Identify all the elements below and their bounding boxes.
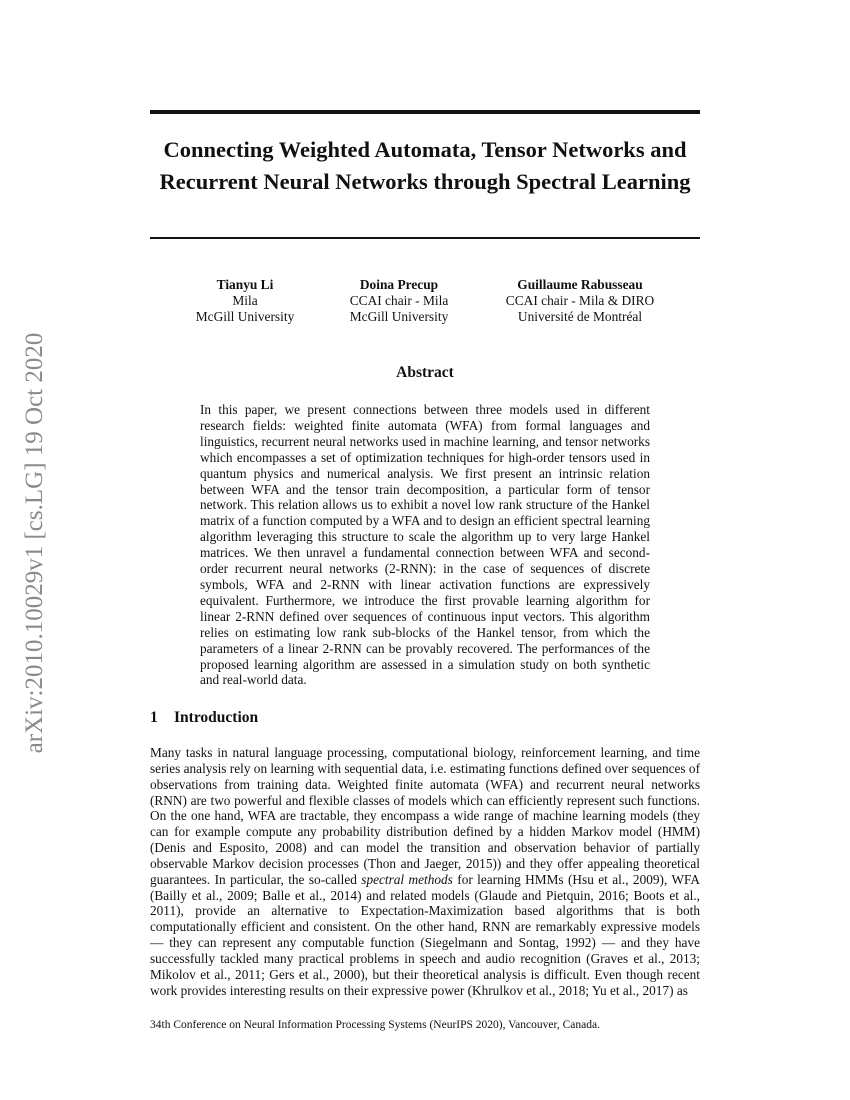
author-affiliation: CCAI chair - Mila: [349, 293, 449, 308]
title-top-rule: [150, 110, 700, 114]
paper-title: Connecting Weighted Automata, Tensor Networks and Recurrent Neural Networks through Spectral Learning: [159, 137, 691, 194]
section-title: Introduction: [174, 709, 259, 726]
intro-text-part1: Many tasks in natural language processing, computational biology, reinforcement learning, and time series analysis rely on learning with sequential data, i.e. estimating functions defined over sequences of observations from training data. Weighted finite automata (WFA) and recurrent neural networks (RNN) are two powerful and flexible classes of models which can efficiently represent such functions. On the one hand, WFA are tractable, they encompass a wide range of machine learning models (they can for example compute any probability distribution defined by a hidden Markov model (HMM) (Denis and Esposito, 2008) and can model the transition and observation behavior of partially observable Markov decision processes (Thon and Jaeger, 2015)) and they offer appealing theoretical guarantees. In particular, the so-called: [150, 745, 700, 887]
author-guillaume-rabusseau: [506, 277, 654, 325]
intro-text-part2: for learning HMMs (Hsu et al., 2009), WFA (Bailly et al., 2009; Balle et al., 2014) and related models (Glaude and Pietquin, 2016; Boots et al., 2011), provide an alternative to Expectation-Maximization based algorithms that is both computationally efficient and consistent. On the other hand, RNN are remarkably expressive models — they can represent any computable function (Siegelmann and Sontag, 1992) — and they have successfully tackled many practical problems in speech and audio recognition (Graves et al., 2013; Mikolov et al., 2011; Gers et al., 2000), but their theoretical analysis is difficult. Even though recent work provides interesting results on their expressive power (Khrulkov et al., 2018; Yu et al., 2017) as: [150, 871, 701, 998]
author-doina-precup: [350, 277, 449, 325]
arxiv-stamp: arXiv:2010.10029v1 [cs.LG] 19 Oct 2020: [21, 332, 48, 754]
author-affiliation: McGill University: [349, 309, 449, 324]
section-number: 1: [150, 709, 158, 726]
author-name: Tianyu Li: [216, 277, 274, 292]
abstract-heading: Abstract: [396, 364, 454, 381]
title-bottom-rule: [150, 237, 700, 239]
introduction-text: [150, 745, 700, 999]
author-affiliation: CCAI chair - Mila & DIRO: [505, 293, 655, 308]
intro-emphasis: spectral methods: [361, 871, 453, 887]
author-affiliation: McGill University: [195, 309, 295, 324]
author-tianyu-li: [196, 277, 295, 325]
author-affiliation: Mila: [232, 293, 258, 308]
conference-footnote: 34th Conference on Neural Information Processing Systems (NeurIPS 2020), Vancouver, Canada.: [150, 1019, 600, 1031]
author-name: Guillaume Rabusseau: [517, 277, 643, 292]
author-affiliation: Université de Montréal: [517, 309, 643, 324]
author-name: Doina Precup: [359, 277, 439, 292]
section-heading-introduction: [150, 708, 700, 728]
abstract-text: In this paper, we present connections between three models used in different research fields: weighted finite automata (WFA) from formal languages and linguistics, recurrent neural networks used in machine learning, and tensor networks which encompasses a set of optimization techniques for high-order tensors used in quantum physics and numerical analysis. We first present an intrinsic relation between WFA and the tensor train decomposition, a particular form of tensor network. This relation allows us to exhibit a novel low rank structure of the Hankel matrix of a function computed by a WFA and to design an efficient spectral learning algorithm leveraging this structure to scale the algorithm up to very large Hankel matrices. We then unravel a fundamental connection between WFA and second-order recurrent neural networks (2-RNN): in the case of sequences of discrete symbols, WFA and 2-RNN with linear activation functions are expressively equivalent. Furthermore, we introduce the first provable learning algorithm for linear 2-RNN defined over sequences of continuous input vectors. This algorithm relies on estimating low rank sub-blocks of the Hankel tensor, from which the parameters of a linear 2-RNN can be provably recovered. The performances of the proposed learning algorithm are assessed in a simulation study on both synthetic and real-world data.: [200, 402, 650, 688]
